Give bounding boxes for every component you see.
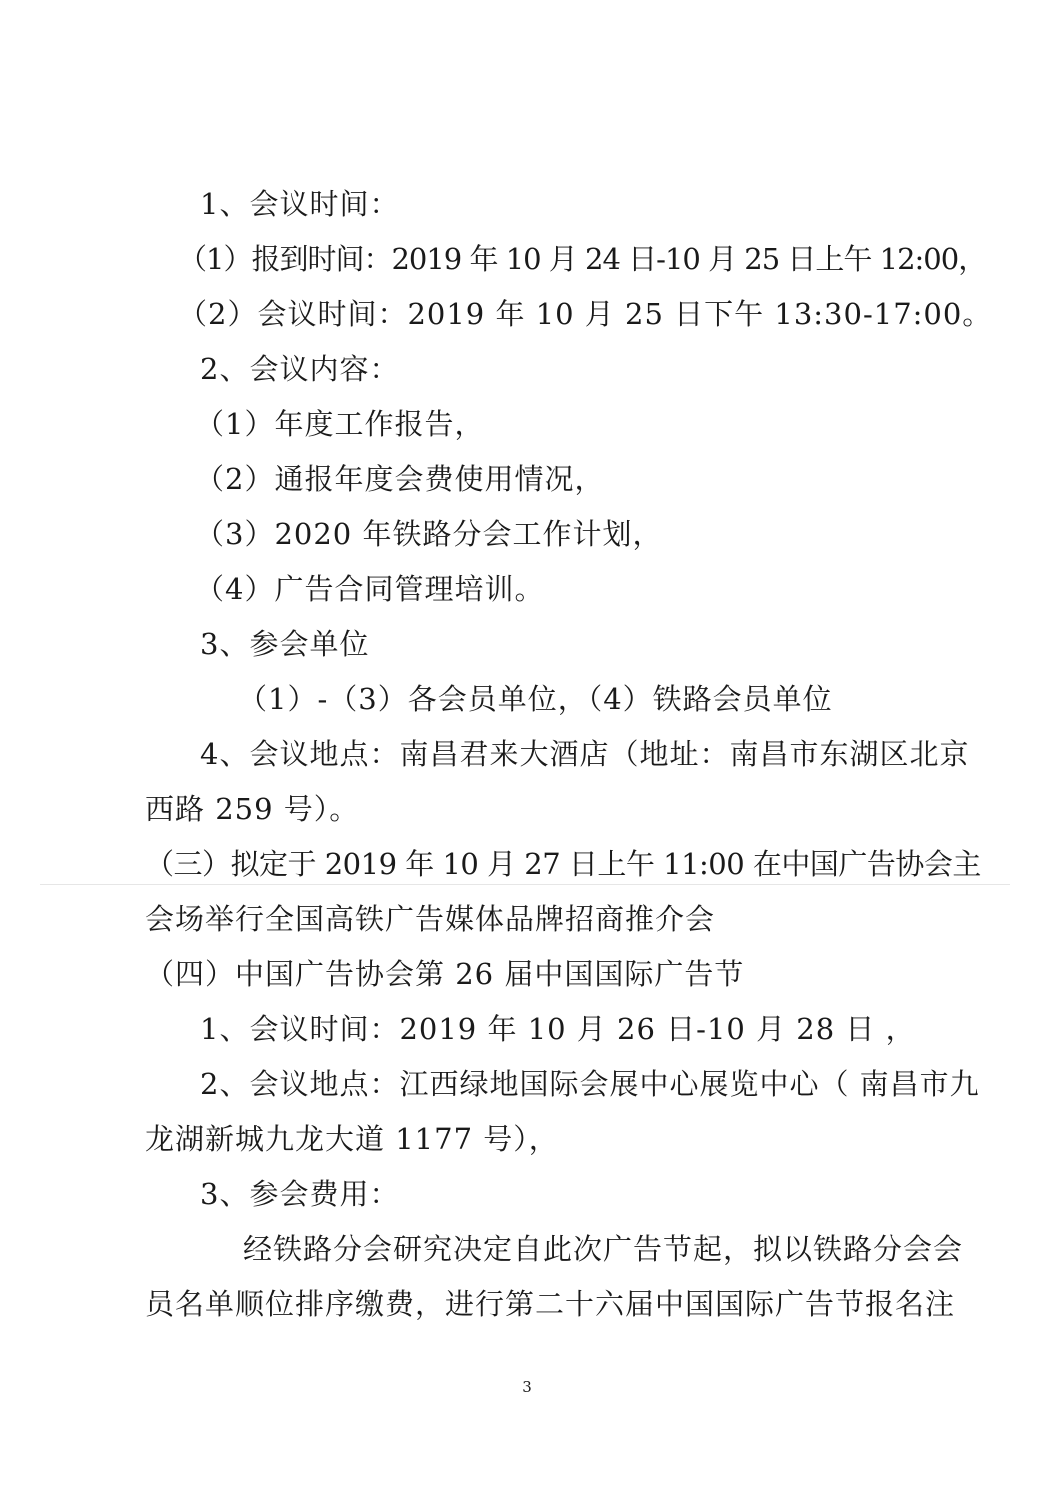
text-line: （4）广告合同管理培训。 [195,572,545,606]
scan-line-top [40,884,1010,885]
text-line: 1、会议时间： [200,187,400,221]
text-line: 龙湖新城九龙大道 1177 号）， [145,1122,559,1156]
text-line: （2）通报年度会费使用情况， [195,462,605,496]
text-line: 4、会议地点：南昌君来大酒店（地址：南昌市东湖区北京 [200,737,970,771]
text-line: （2）会议时间：2019 年 10 月 25 日下午 13:30-17:00。 [178,297,993,331]
text-line: 1、会议时间：2019 年 10 月 26 日-10 月 28 日 ， [200,1012,916,1046]
text-line: 西路 259 号）。 [145,792,360,826]
text-line: （1）年度工作报告， [195,407,485,441]
text-line: 员名单顺位排序缴费，进行第二十六届中国国际广告节报名注 [145,1287,956,1321]
text-line: （3）2020 年铁路分会工作计划， [195,517,663,551]
text-line: 会场举行全国高铁广告媒体品牌招商推介会 [145,902,716,936]
text-line: 2、会议内容： [200,352,400,386]
text-line: 2、会议地点：江西绿地国际会展中心展览中心（ 南昌市九 [200,1067,980,1101]
page-number: 3 [522,1378,532,1396]
text-line: （1）报到时间：2019 年 10 月 24 日-10 月 25 日上午 12:00， [178,242,987,276]
text-line: （1）-（3）各会员单位，（4）铁路会员单位 [238,682,833,716]
text-line: （四）中国广告协会第 26 届中国国际广告节 [145,957,745,991]
text-line: 3、参会单位 [200,627,370,661]
text-line: 3、参会费用： [200,1177,400,1211]
text-line: （三）拟定于 2019 年 10 月 27 日上午 11:00 在中国广告协会主 [145,847,981,881]
text-line: 经铁路分会研究决定自此次广告节起，拟以铁路分会会 [243,1232,964,1266]
